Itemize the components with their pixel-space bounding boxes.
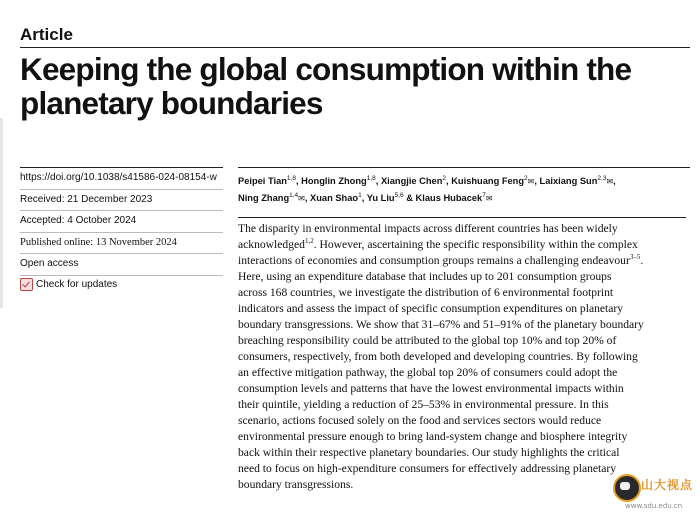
author-separator: ,	[446, 176, 452, 187]
author-affiliation: 2,3	[597, 175, 607, 182]
author-separator: ,	[361, 193, 367, 204]
abstract-line: interactions of economies and consumption groups remains a challenging endeavour$^{3-5}$.	[238, 253, 644, 267]
received-date: Received: 21 December 2023	[20, 190, 223, 212]
email-icon[interactable]: ✉	[298, 194, 305, 204]
abstract-line: back within their respective planetary boundaries. Our study highlights the critical	[238, 446, 620, 459]
accepted-date: Accepted: 4 October 2024	[20, 211, 223, 233]
left-edge-bar	[0, 118, 3, 308]
title-line-1: Keeping the global consumption within the	[20, 51, 632, 87]
abstract	[238, 221, 700, 493]
citation-ref[interactable]: 1,2	[304, 237, 314, 246]
check-updates-label: Check for updates	[36, 279, 118, 290]
author-affiliation: 2	[442, 175, 447, 182]
article-title	[20, 52, 690, 120]
check-for-updates-button[interactable]	[20, 276, 223, 294]
author-name-text: Laixiang Sun	[539, 176, 598, 187]
author-affiliation: 1,8	[286, 175, 296, 182]
abstract-rule	[238, 217, 686, 218]
watermark-url: www.sdu.edu.cn	[625, 502, 683, 510]
author-name-text: Xiangjie Chen	[380, 176, 443, 187]
article-meta	[20, 167, 223, 294]
abstract-line: scenario, actions focused solely on the food and services sectors would reduce	[238, 414, 602, 427]
author-name-text: Klaus Hubacek	[415, 193, 483, 204]
abstract-line: consumers, respectively, from both developed and developing countries. By following	[238, 350, 638, 363]
doi-link[interactable]: https://doi.org/10.1038/s41586-024-08154-w	[20, 167, 223, 190]
author-name[interactable]	[416, 193, 493, 203]
author-name-text: Peipei Tian	[238, 176, 287, 187]
author-name[interactable]	[367, 193, 404, 203]
abstract-line: environmental pressure enough to bring land-system change and biosphere integrity	[238, 430, 628, 443]
author-separator: ,	[375, 176, 381, 187]
author-name-text: Xuan Shao	[310, 193, 359, 204]
author-affiliation: 7	[482, 192, 486, 200]
abstract-line: need to focus on high-expenditure consumers for effectively addressing planetary	[238, 462, 617, 475]
open-access-label: Open access	[20, 254, 223, 276]
author-name[interactable]	[238, 193, 305, 203]
author-separator: ,	[534, 176, 540, 187]
citation-ref[interactable]: 3–5	[629, 253, 641, 262]
abstract-line: boundary transgressions. We show that 31–67% and 51–91% of the planetary boundary	[238, 318, 644, 331]
author-name-text: Kuishuang Feng	[451, 176, 525, 187]
section-label: Article	[20, 25, 73, 44]
author-separator: &	[403, 193, 416, 204]
header-rule	[20, 47, 690, 48]
abstract-line: indicators and assess the impact of specific consumption expenditures on planetary	[238, 302, 624, 315]
abstract-line: across 168 countries, we investigate the distribution of 6 environmental footprint	[238, 286, 614, 299]
author-affiliation: 1,8	[366, 175, 376, 182]
abstract-line: boundary transgressions.	[238, 478, 354, 491]
email-icon[interactable]: ✉	[527, 177, 535, 187]
author-name[interactable]	[381, 176, 446, 186]
title-line-2: planetary boundaries	[20, 85, 323, 121]
author-name-text: Honglin Zhong	[301, 176, 367, 187]
author-affiliation: 2	[524, 175, 528, 182]
abstract-line: breaching responsibility could be attributed to the global top 10% and top 20% of	[238, 334, 617, 347]
email-icon[interactable]: ✉	[485, 194, 493, 204]
published-date: Published online: 13 November 2024	[20, 233, 223, 255]
author-affiliation: 1	[358, 192, 362, 200]
author-name-text: Yu Liu	[366, 193, 395, 204]
abstract-line: Here, using an expenditure database that includes up to 201 consumption groups	[238, 270, 612, 283]
author-name[interactable]	[310, 193, 362, 203]
author-name[interactable]	[451, 176, 534, 186]
abstract-line: The disparity in environmental impacts across different countries has been widely	[238, 222, 618, 235]
email-icon[interactable]: ✉	[606, 177, 614, 187]
watermark-emblem-icon	[613, 474, 641, 502]
author-affiliation: 1,4	[289, 192, 299, 200]
abstract-line: acknowledged$^{1,2}$. However, ascertaining the specific responsibility within the complex	[238, 237, 638, 251]
author-name[interactable]	[301, 176, 376, 186]
author-separator: ,	[304, 193, 311, 204]
author-affiliation: 5,6	[394, 192, 404, 200]
author-list	[238, 167, 690, 206]
author-separator: ,	[295, 176, 302, 187]
author-separator: ,	[613, 176, 616, 187]
watermark-text: 山大视点	[641, 478, 694, 492]
author-name[interactable]	[540, 176, 614, 186]
author-name-text: Ning Zhang	[238, 193, 290, 204]
watermark-logo	[613, 472, 697, 512]
check-updates-icon	[20, 278, 33, 291]
abstract-line: an effective mitigation pathway, the global top 20% of consumers could adopt the	[238, 366, 618, 379]
abstract-line: consumption levels and patterns that have the lowest environmental impacts within	[238, 382, 624, 395]
author-name[interactable]	[238, 176, 296, 186]
abstract-line: their quintile, yielding a reduction of 25–53% in environmental pressure. In this	[238, 398, 609, 411]
